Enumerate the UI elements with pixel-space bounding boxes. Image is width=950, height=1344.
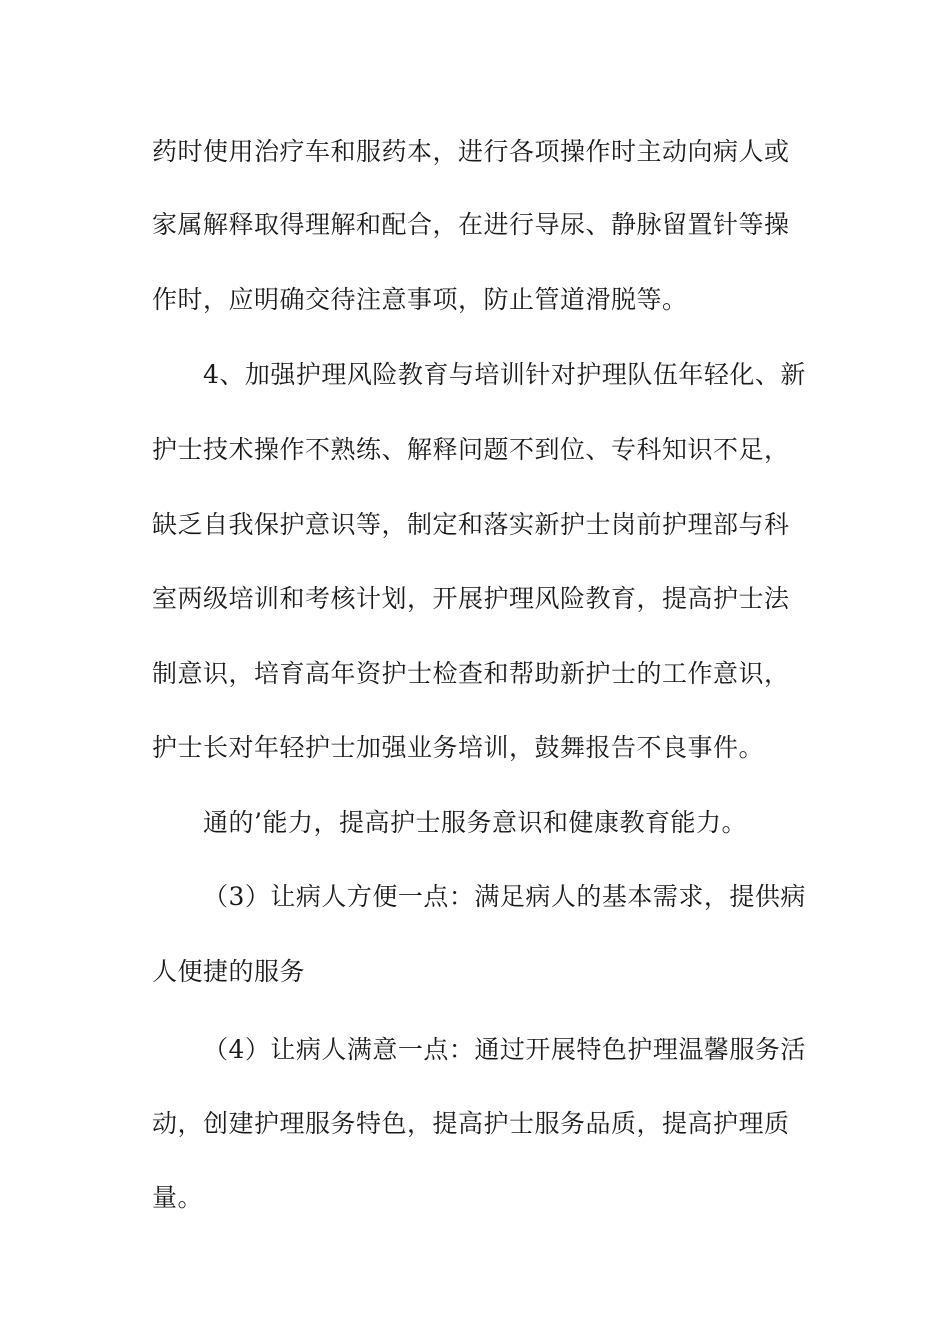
text-line-5: 护士技术操作不熟练、解释问题不到位、专科知识不足，: [152, 435, 790, 464]
text-line-12: 人便捷的服务: [152, 957, 306, 986]
text-line-8: 制意识，培育高年资护士检查和帮助新护士的工作意识，: [152, 659, 790, 688]
text-line-9: 护士长对年轻护士加强业务培训，鼓舞报告不良事件。: [152, 733, 765, 762]
text-line-6: 缺乏自我保护意识等，制定和落实新护士岗前护理部与科: [152, 510, 790, 539]
text-line-1: 药时使用治疗车和服药本，进行各项操作时主动向病人或: [152, 137, 790, 166]
text-line-4: 4、加强护理风险教育与培训针对护理队伍年轻化、新: [203, 360, 806, 389]
text-line-10: 通的’能力，提高护士服务意识和健康教育能力。: [203, 808, 747, 837]
text-line-7: 室两级培训和考核计划，开展护理风险教育，提高护士法: [152, 584, 790, 613]
text-line-2: 家属解释取得理解和配合，在进行导尿、静脉留置针等操: [152, 210, 790, 239]
text-line-13: （4）让病人满意一点：通过开展特色护理温馨服务活: [203, 1035, 806, 1064]
text-line-11: （3）让病人方便一点：满足病人的基本需求，提供病: [203, 882, 806, 911]
text-line-3: 作时，应明确交待注意事项，防止管道滑脱等。: [152, 285, 688, 314]
text-line-15: 量。: [152, 1183, 204, 1212]
text-line-14: 动，创建护理服务特色，提高护士服务品质，提高护理质: [152, 1109, 790, 1138]
